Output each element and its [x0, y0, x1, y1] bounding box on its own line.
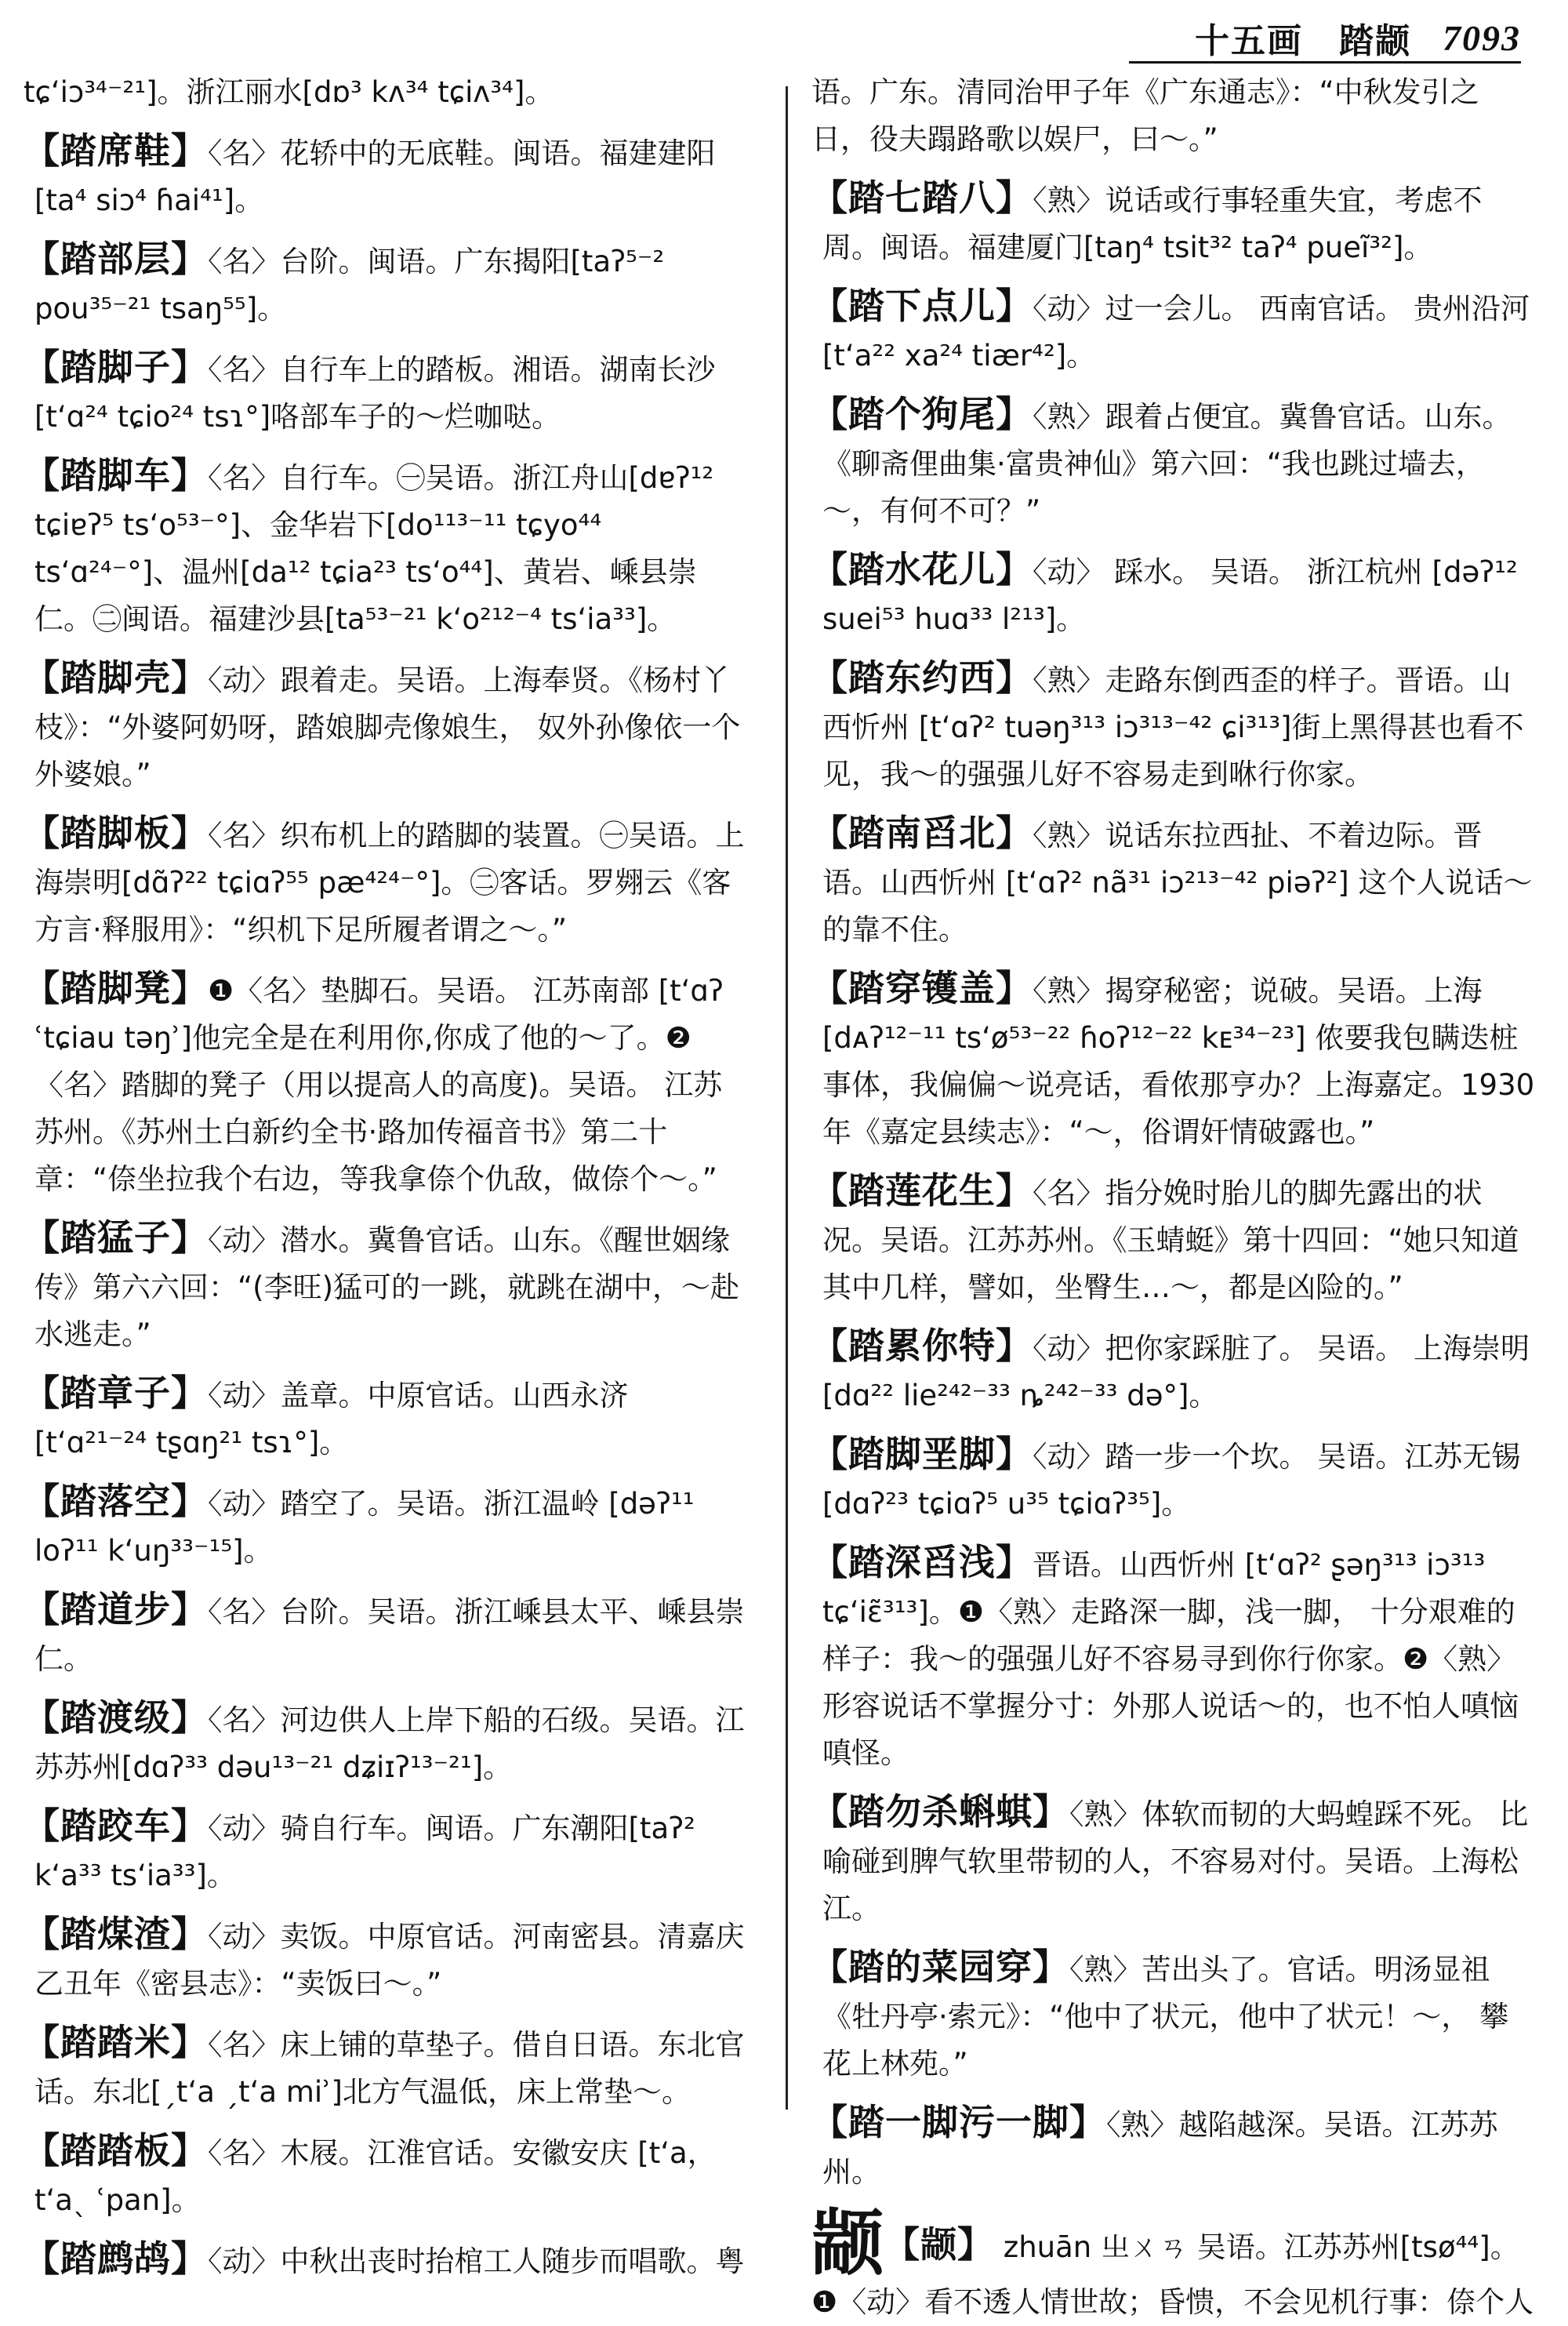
entry-headword: 【颛】: [884, 2223, 995, 2266]
entry-headword: 【踏鹧鸪】: [24, 2237, 208, 2280]
entry-text: 〈名〉自行车。㊀吴语。浙江舟山[dɐʔ¹² tɕiɐʔ⁵ ts‘o⁵³⁻°]、金华岩下[do¹¹³⁻¹¹ tɕyo⁴⁴ ts‘ɑ²⁴⁻°]、温州[da¹² tɕia²³ ts‘o⁴⁴]、黄岩、嵊县崇仁。㊁闽语。福建沙县[ta⁵³⁻²¹ k‘o²¹²⁻⁴ ts‘ia³³]。: [34, 461, 723, 636]
entry-headword: 【踏脚板】: [24, 812, 208, 854]
entry-headword: 【踏踏板】: [24, 2129, 208, 2172]
entry-text: 〈名〉河边供人上岸下船的石级。吴语。江苏苏州[dɑʔ³³ dəu¹³⁻²¹ dʑiɪʔ¹³⁻²¹]。: [34, 1703, 745, 1784]
dictionary-entry: [811, 1430, 1537, 1528]
right-column: [811, 69, 1539, 2319]
entry-text: 〈熟〉说话或行事轻重失宜，考虑不周。闽语。福建厦门[taŋ⁴ tsit³² taʔ⁴ pueĩ³²]。: [822, 184, 1483, 264]
dictionary-entry: [811, 809, 1537, 954]
dictionary-entry: [811, 282, 1537, 380]
entry-text: 〈动〉 踩水。 吴语。 浙江杭州 [dəʔ¹² suei⁵³ huɑ³³ l²¹³]。: [822, 555, 1527, 636]
entry-headword: 【踏道步】: [24, 1588, 208, 1630]
dictionary-entry: [811, 391, 1537, 535]
entry-text: 〈动〉跟着走。吴语。上海奉贤。《杨村丫枝》：“外婆阿奶呀，踏娘脚壳像娘生， 奴外孙像依一个外婆娘。”: [34, 663, 741, 791]
entry-text: 〈名〉花轿中的无底鞋。闽语。福建建阳[ta⁴ siɔ⁴ ɦai⁴¹]。: [34, 136, 716, 217]
entry-text: 〈名〉台阶。吴语。浙江嵊县太平、嵊县崇仁。: [34, 1595, 745, 1676]
entry-headword: 【踏脚车】: [24, 454, 208, 496]
entry-text: 〈名〉台阶。闽语。广东揭阳[taʔ⁵⁻² pou³⁵⁻²¹ tsaŋ⁵⁵]。: [34, 245, 673, 325]
entry-headword: 【踏个狗尾】: [811, 393, 1033, 435]
entry-text: 〈动〉卖饭。中原官话。河南密县。清嘉庆乙丑年《密县志》：“卖饭曰～。”: [34, 1920, 745, 2001]
entry-headword: 【踏煤渣】: [24, 1913, 208, 1955]
entry-headword: 【踏下点儿】: [811, 285, 1033, 327]
entry-headword: 【踏席鞋】: [24, 129, 208, 172]
entry-text: 〈熟〉说话东拉西扯、不着边际。晋语。山西忻州 [t‘ɑʔ² nã³¹ iɔ²¹³⁻⁴² piəʔ²] 这个人说话～的靠不住。: [822, 819, 1533, 947]
dictionary-entry: [24, 235, 749, 333]
entry-headword: 【踏深舀浅】: [811, 1541, 1033, 1583]
entry-text: 〈名〉自行车上的踏板。湘语。湖南长沙[t‘ɑ²⁴ tɕio²⁴ tsɿ°]咯部车子的～烂咖哒。: [34, 353, 716, 434]
dictionary-entry: [24, 1214, 749, 1358]
entry-text: 〈动〉过一会儿。 西南官话。 贵州沿河 [t‘a²² xa²⁴ tiær⁴²]。: [822, 292, 1539, 373]
entry-headword: 【踏渡级】: [24, 1696, 208, 1739]
entry-headword: 【踏章子】: [24, 1372, 208, 1414]
entry-text: 〈名〉木屐。江淮官话。安徽安庆 [t‘a， t‘aˎ ʿpan]。: [34, 2136, 726, 2217]
dictionary-entry: [811, 654, 1537, 798]
dictionary-entry: [24, 452, 749, 643]
dictionary-entry: [811, 174, 1537, 271]
entry-headword: 【踏南舀北】: [811, 812, 1033, 854]
entry-text: 〈熟〉跟着占便宜。冀鲁官话。山东。《聊斋俚曲集·富贵神仙》第六回：“我也跳过墙去，～，有何不可？”: [822, 400, 1512, 528]
dictionary-entry: [811, 1167, 1537, 1311]
entry-text: 〈动〉盖章。中原官话。山西永济 [t‘ɑ²¹⁻²⁴ tʂɑŋ²¹ tsɿ°]。: [34, 1379, 638, 1459]
entry-headword: 【踏水花儿】: [811, 548, 1033, 591]
entry-text: 〈名〉床上铺的草垫子。借自日语。东北官话。东北[ˏt‘a ˏt‘a miʾ]北方气温低，床上常垫～。: [34, 2028, 745, 2109]
page-number: 7093: [1443, 17, 1521, 58]
dictionary-entry: [24, 1477, 749, 1575]
entry-headword: 【踏七踏八】: [811, 176, 1033, 219]
dictionary-entry: [24, 1802, 749, 1899]
entry-text: 〈动〉中秋出丧时抬棺工人随步而唱歌。粤: [208, 2244, 745, 2278]
dictionary-entry: [24, 2235, 749, 2285]
entry-headword: 【踏勿杀蝌蜞】: [811, 1790, 1069, 1833]
entry-headword: 【踏一脚污一脚】: [811, 2101, 1106, 2143]
entry-headword: 【踏踏米】: [24, 2021, 208, 2063]
column-divider: [786, 86, 788, 2110]
entry-text: ❶〈名〉垫脚石。吴语。 江苏南部 [t‘ɑʔ ʿtɕiau təŋʾ]他完全是在利用你,你成了他的～了。❷〈名〉踏脚的凳子（用以提高人的高度)。吴语。 江苏苏州。《苏州土白新约全书·路加传福音书》第二十章：“倷坐拉我个右边，等我拿倷个仇敌，做倷个～。”: [34, 974, 733, 1196]
entry-text: 〈动〉潜水。冀鲁官话。山东。《醒世姻缘传》第六六回：“(李旺)猛可的一跳，就跳在湖中，～赴水逃走。”: [34, 1223, 740, 1351]
dictionary-entry: [24, 1694, 749, 1791]
dictionary-entry: [24, 343, 749, 441]
entry-text: 〈动〉骑自行车。闽语。广东潮阳[taʔ² k‘a³³ ts‘ia³³]。: [34, 1812, 705, 1892]
entry-text: tɕ‘iɔ³⁴⁻²¹]。浙江丽水[dɒ³ kʌ³⁴ tɕiʌ³⁴]。: [24, 75, 554, 109]
dictionary-entry: [811, 1322, 1537, 1419]
entry-text: 〈熟〉越陷越深。吴语。江苏苏州。: [822, 2108, 1498, 2189]
dictionary-entry: [24, 127, 749, 224]
big-character: 颛: [811, 2201, 884, 2285]
entry-headword: 【踏穿镬盖】: [811, 967, 1033, 1009]
dictionary-entry: [811, 1943, 1537, 2088]
entry-headword: 【踏部层】: [24, 238, 208, 280]
dictionary-entry: [24, 69, 749, 116]
dictionary-entry: [24, 1369, 749, 1466]
header-section: 十五画 踏颛: [1195, 21, 1411, 61]
entry-headword: 【踏累你特】: [811, 1325, 1033, 1367]
entry-text: 〈名〉织布机上的踏脚的装置。㊀吴语。上海崇明[dɑ̃ʔ²² tɕiɑʔ⁵⁵ pæ⁴²⁴⁻°]。㊁客话。罗翙云《客方言·释服用》：“织机下足所履者谓之～。”: [34, 819, 745, 947]
entry-headword: 【踏脚壳】: [24, 656, 208, 699]
entry-headword: 【踏东约西】: [811, 656, 1033, 699]
dictionary-entry-final: [811, 2201, 1537, 2326]
dictionary-entry: [811, 1788, 1537, 1932]
entry-headword: 【踏脚凳】: [24, 967, 208, 1009]
entry-text: 〈熟〉苦出头了。官话。明汤显祖《牡丹亭·索元》：“他中了状元，他中了状元！～， 攀花上林苑。”: [822, 1953, 1509, 2081]
dictionary-entry: [811, 2099, 1537, 2196]
entry-headword: 【踏的菜园穿】: [811, 1946, 1069, 1988]
dictionary-entry: [24, 1910, 749, 2008]
entry-headword: 【踏脚子】: [24, 346, 208, 388]
entry-text: 〈名〉指分娩时胎儿的脚先露出的状况。吴语。江苏苏州。《玉蜻蜓》第十四回：“她只知道其中几样，譬如，坐臀生…～，都是凶险的。”: [822, 1176, 1519, 1304]
page-header: [1195, 14, 1521, 61]
entry-text: 语。广东。清同治甲子年《广东通志》：“中秋发引之日，役夫蹋路歌以娱尸，曰～。”: [811, 75, 1479, 156]
dictionary-entry: [24, 654, 749, 798]
dictionary-entry: [811, 965, 1537, 1156]
dictionary-entry: [811, 1539, 1537, 1777]
entry-text: 〈动〉把你家踩脏了。 吴语。 上海崇明 [dɑ²² lie²⁴²⁻³³ ȵ²⁴²⁻³³ də°]。: [822, 1332, 1539, 1412]
entry-headword: 【踏脚垩脚】: [811, 1433, 1033, 1475]
dictionary-entry: [24, 809, 749, 954]
left-column: [24, 69, 749, 2280]
dictionary-entry: [24, 1586, 749, 1683]
entry-text: 〈熟〉揭穿秘密；说破。吴语。上海 [dᴀʔ¹²⁻¹¹ ts‘ø⁵³⁻²² ɦoʔ¹²⁻²² kᴇ³⁴⁻²³] 侬要我包瞒迭桩事体，我偏偏～说亮话，看侬那亨办？上海嘉定。1930年《嘉定县续志》：“～，俗谓奸情破露也。”: [822, 974, 1535, 1149]
entry-text: 晋语。山西忻州 [t‘ɑʔ² ʂəŋ³¹³ iɔ³¹³ tɕ‘iɛ̃³¹³]。❶〈熟〉走路深一脚，浅一脚， 十分艰难的样子：我～的强强儿好不容易寻到你行你家。❷〈熟〉形容说话不掌握分寸：外那人说话～的，也不怕人嗔恼嗔怪。: [822, 1548, 1519, 1770]
entry-text: 〈动〉踏空了。吴语。浙江温岭 [dəʔ¹¹ loʔ¹¹ k‘uŋ³³⁻¹⁵]。: [34, 1487, 704, 1568]
entry-headword: 【踏莲花生】: [811, 1169, 1033, 1212]
dictionary-entry: [811, 69, 1537, 163]
dictionary-entry: [24, 2019, 749, 2116]
dictionary-entry: [24, 2127, 749, 2224]
dictionary-entry: [811, 546, 1537, 643]
dictionary-entry: [24, 965, 749, 1203]
entry-text: 〈熟〉体软而韧的大蚂蝗踩不死。 比喻碰到脾气软里带韧的人，不容易对付。吴语。上海松江。: [822, 1797, 1529, 1925]
entry-headword: 【踏落空】: [24, 1480, 208, 1522]
entry-headword: 【踏猛子】: [24, 1216, 208, 1259]
entry-headword: 【踏跤车】: [24, 1804, 208, 1847]
entry-text: 〈熟〉走路东倒西歪的样子。晋语。山西忻州 [t‘ɑʔ² tuəŋ³¹³ iɔ³¹³⁻⁴² ɕi³¹³]街上黑得甚也看不见，我～的强强儿好不容易走到咻行你家。: [822, 663, 1524, 791]
header-rule: [1129, 61, 1521, 64]
entry-text: zhuān 㞢ㄨㄢ 吴语。江苏苏州[tsø⁴⁴]。❶〈动〉看不透人情世故；昏愦，不会见机行事：倷个人: [811, 2230, 1534, 2319]
entry-text: 〈动〉踏一步一个坎。 吴语。江苏无锡 [dɑʔ²³ tɕiɑʔ⁵ u³⁵ tɕiɑʔ³⁵]。: [822, 1440, 1530, 1521]
